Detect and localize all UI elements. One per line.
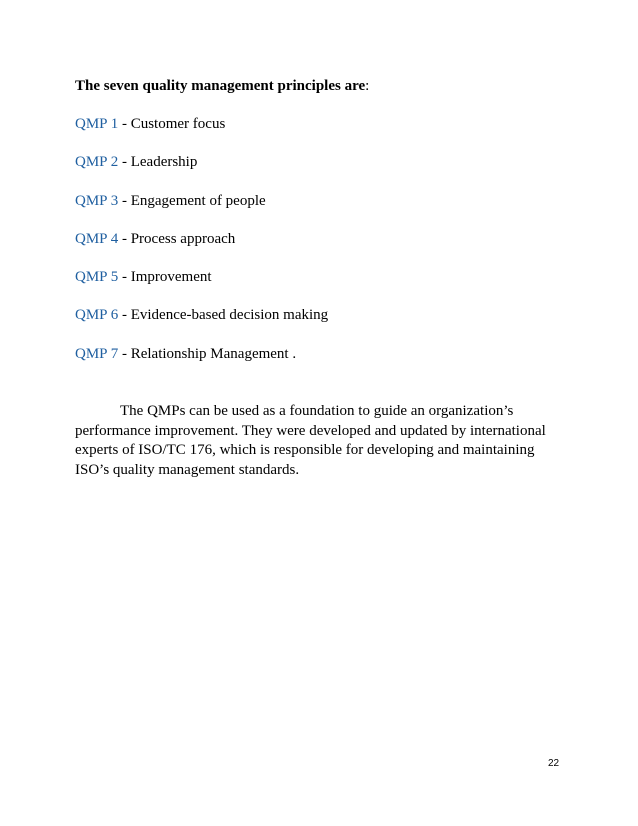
list-item-qmp-6 [75, 305, 575, 343]
heading-colon: : [365, 78, 370, 94]
qmp-code: QMP 7 [75, 345, 119, 362]
body-paragraph: The QMPs can be used as a foundation to guide an organization’s performance improvement. They were developed and updated by international experts of ISO/TC 176, which is responsible for developing and maintaining ISO’s quality management standards. [75, 403, 546, 478]
qmp-name: Evidence-based decision making [130, 307, 329, 324]
qmp-code: QMP 5 [75, 269, 119, 286]
list-item-qmp-7 [75, 344, 575, 382]
principles-list [75, 114, 575, 382]
list-item-qmp-4 [75, 229, 575, 267]
heading-text: The seven quality management principles are [75, 78, 366, 94]
qmp-name: Improvement [130, 269, 212, 286]
qmp-separator: - [118, 230, 131, 247]
qmp-separator: - [118, 307, 131, 324]
qmp-name: Relationship Management . [130, 345, 297, 362]
list-item-qmp-1 [75, 114, 575, 152]
qmp-separator: - [118, 345, 131, 362]
qmp-separator: - [118, 192, 131, 209]
qmp-name: Engagement of people [130, 192, 266, 209]
qmp-code: QMP 6 [75, 307, 119, 324]
page-number: 22 [548, 758, 560, 769]
qmp-separator: - [118, 154, 131, 171]
qmp-code: QMP 1 [75, 116, 119, 132]
qmp-name: Leadership [130, 154, 198, 171]
qmp-code: QMP 3 [75, 192, 119, 209]
qmp-code: QMP 4 [75, 230, 119, 247]
qmp-code: QMP 2 [75, 154, 119, 171]
list-item-qmp-5 [75, 267, 575, 305]
list-item-qmp-2 [75, 152, 575, 190]
qmp-separator: - [118, 269, 131, 286]
qmp-name: Customer focus [130, 116, 226, 132]
list-item-qmp-3 [75, 191, 575, 229]
qmp-name: Process approach [130, 230, 236, 247]
section-heading [75, 76, 369, 96]
qmp-separator: - [118, 116, 131, 132]
